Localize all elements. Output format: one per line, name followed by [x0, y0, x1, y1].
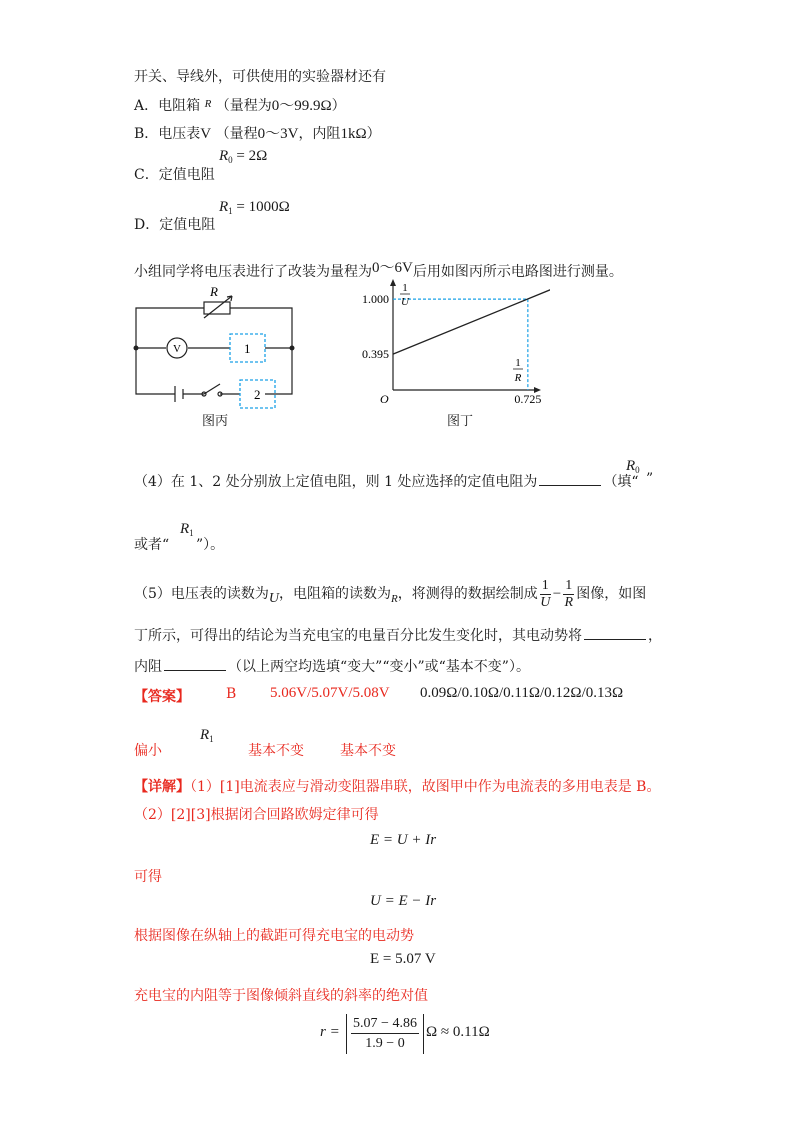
battery-symbol — [175, 386, 183, 402]
q5-u: U — [268, 591, 280, 606]
detail-eq4-lhs — [320, 1024, 340, 1041]
detail-l1: （1）[1]电流表应与滑动变阻器串联，故图甲中作为电流表的多用电表是 B。 — [190, 779, 661, 795]
option-d-symbol: R — [219, 199, 229, 215]
answer-s1: 基本不变 — [248, 743, 304, 759]
rheostat-label: R — [210, 284, 218, 299]
question-5-line2 — [134, 625, 662, 645]
option-a-prefix: A．电阻箱 — [134, 98, 201, 114]
q4-fill: （填“ — [603, 474, 639, 490]
detail-eq4-rhs: Ω ≈ 0.11Ω — [426, 1024, 490, 1040]
option-b-symbol: V — [200, 126, 212, 142]
x-label-numerator: 1 — [515, 357, 521, 369]
answer-r-3: 0.12Ω — [544, 685, 582, 701]
q4-r0 — [626, 458, 640, 475]
modify-range: 0～6V — [372, 260, 413, 276]
q4-r1 — [180, 521, 194, 538]
detail-l2: （2）[2][3]根据闭合回路欧姆定律可得 — [134, 807, 379, 823]
answer-emf: 5.06V/5.07V/5.08V — [270, 685, 390, 701]
q5-line3-pre: 内阻 — [134, 659, 162, 675]
origin-label: O — [380, 392, 389, 406]
answer-r-0: 0.09Ω — [420, 685, 458, 701]
x-tick-0725: 0.725 — [514, 392, 542, 406]
q5-minus: − — [552, 586, 562, 602]
answer-r-4: 0.13Ω — [585, 685, 624, 701]
option-d-math — [219, 199, 290, 216]
q4-r0-symbol: R — [626, 458, 636, 474]
rheostat-arrow — [204, 296, 232, 318]
detail-l5: 充电宝的内阻等于图像倾斜直线的斜率的绝对值 — [134, 988, 428, 1004]
option-b-resistance: 1kΩ — [340, 126, 367, 142]
option-d-sub: 1 — [228, 206, 233, 216]
q5-comma: ， — [648, 628, 662, 644]
option-d-value: = 1000Ω — [236, 199, 290, 215]
detail-label: 【详解】 — [134, 779, 190, 795]
answer-r-2: 0.11Ω — [503, 685, 540, 701]
option-a-close: ） — [331, 98, 346, 114]
detail-eq4-abs — [346, 1014, 424, 1054]
option-c-symbol: R — [219, 148, 229, 164]
modify-post: 后用如图丙所示电路图进行测量。 — [412, 264, 623, 280]
answer-small: 偏小 — [134, 743, 162, 759]
option-a-rest: （量程为 — [215, 98, 272, 114]
q4-r1-sub: 1 — [189, 528, 194, 538]
q5-line2: 丁所示，可得出的结论为当充电宝的电量百分比发生变化时，其电动势将 — [134, 628, 582, 644]
q5-r: R — [391, 593, 398, 605]
option-d-prefix: D．定值电阻 — [134, 217, 216, 233]
answer-sep-1: / — [498, 685, 504, 701]
q5-frac-r — [563, 579, 574, 610]
q5-blank-2[interactable] — [164, 656, 226, 671]
option-b-mid: ，内阻 — [298, 126, 341, 142]
q5-frac-u-den: U — [540, 594, 551, 610]
q5-blank-1[interactable] — [584, 625, 646, 640]
detail-eq3: E = 5.07 V — [370, 951, 436, 967]
q4-line2-pre: 或者“ — [134, 537, 170, 553]
q5-frac-u-num: 1 — [541, 577, 549, 593]
y-label-denominator: U — [401, 296, 409, 308]
y-axis-arrow — [390, 279, 396, 286]
q5-line3-post: （以上两空均选填“变大”“变小”或“基本不变”）。 — [228, 659, 530, 675]
box-1-label: 1 — [244, 341, 251, 356]
option-c-math — [219, 148, 267, 165]
answer-r1-sub: 1 — [209, 734, 214, 744]
detail-eq4-num: 5.07 − 4.86 — [351, 1016, 419, 1034]
question-5-line3 — [134, 656, 530, 676]
detail-eq2: U = E − Ir — [370, 893, 437, 909]
intro-text: 开关、导线外，可供使用的实验器材还有 — [134, 69, 386, 85]
q4-text: （4）在 1、2 处分别放上定值电阻，则 1 处应选择的定值电阻为 — [134, 474, 538, 490]
answer-label: 【答案】 — [134, 689, 190, 705]
answer-s2: 基本不变 — [340, 743, 396, 759]
voltmeter-label: V — [173, 343, 181, 355]
answer-r-1: 0.10Ω — [461, 685, 499, 701]
y-label-numerator: 1 — [402, 282, 408, 294]
detail-eq4-den: 1.9 − 0 — [365, 1036, 405, 1051]
detail-eq4-lhs-text: r = — [320, 1024, 340, 1040]
q5-p4: 图像，如图 — [576, 586, 647, 602]
q5-frac-r-den: R — [564, 594, 574, 610]
q4-line2-post: ”）。 — [196, 537, 225, 553]
y-tick-1000: 1.000 — [362, 292, 389, 307]
q4-r0-sub: 0 — [635, 465, 640, 475]
option-b — [134, 122, 381, 143]
option-a-symbol: R — [204, 98, 212, 110]
detail-eq1: E = U + Ir — [370, 832, 437, 848]
q4-blank[interactable] — [539, 471, 601, 486]
option-b-rest: （量程 — [215, 126, 258, 142]
detail-l4: 根据图像在纵轴上的截距可得充电宝的电动势 — [134, 928, 414, 944]
answer-r-values — [420, 685, 623, 702]
option-a-range: 0～99.9Ω — [271, 98, 332, 114]
circuit-diagram — [120, 278, 310, 428]
option-c-value: = 2Ω — [236, 148, 268, 164]
q5-frac-u — [540, 579, 551, 610]
q4-close: ” — [646, 471, 654, 487]
detail-line-1 — [134, 776, 660, 796]
option-a — [134, 94, 346, 115]
graph-chart — [340, 278, 550, 408]
question-5-line1 — [134, 574, 646, 614]
answer-sep-3: / — [581, 685, 586, 701]
q5-frac-r-num: 1 — [565, 577, 573, 593]
answer-r1-symbol: R — [200, 727, 210, 743]
option-b-range: 0～3V — [257, 126, 299, 142]
series-line — [393, 282, 550, 354]
option-b-close: ） — [366, 126, 381, 142]
circuit-caption: 图丙 — [202, 414, 229, 429]
answer-r1 — [200, 727, 214, 744]
q5-p1: （5）电压表的读数为 — [134, 586, 269, 602]
box-2-label: 2 — [254, 387, 261, 402]
answer-sep-0: / — [457, 685, 462, 701]
y-tick-0395: 0.395 — [362, 347, 389, 362]
option-c-sub: 0 — [228, 155, 233, 165]
question-4 — [134, 471, 639, 491]
answer-sep-2: / — [540, 685, 545, 701]
graph-caption: 图丁 — [447, 414, 474, 429]
q5-p3: ，将测得的数据绘制成 — [397, 586, 538, 602]
option-c-prefix: C．定值电阻 — [134, 167, 215, 183]
modify-pre: 小组同学将电压表进行了改装为量程为 — [134, 264, 372, 280]
q4-r1-symbol: R — [180, 521, 190, 537]
x-label-denominator: R — [514, 372, 522, 384]
detail-l3: 可得 — [134, 869, 162, 885]
answer-b: B — [226, 686, 237, 702]
q5-p2: ，电阻箱的读数为 — [279, 586, 392, 602]
switch-lever — [204, 384, 220, 394]
option-b-prefix: B．电压表 — [134, 126, 201, 142]
